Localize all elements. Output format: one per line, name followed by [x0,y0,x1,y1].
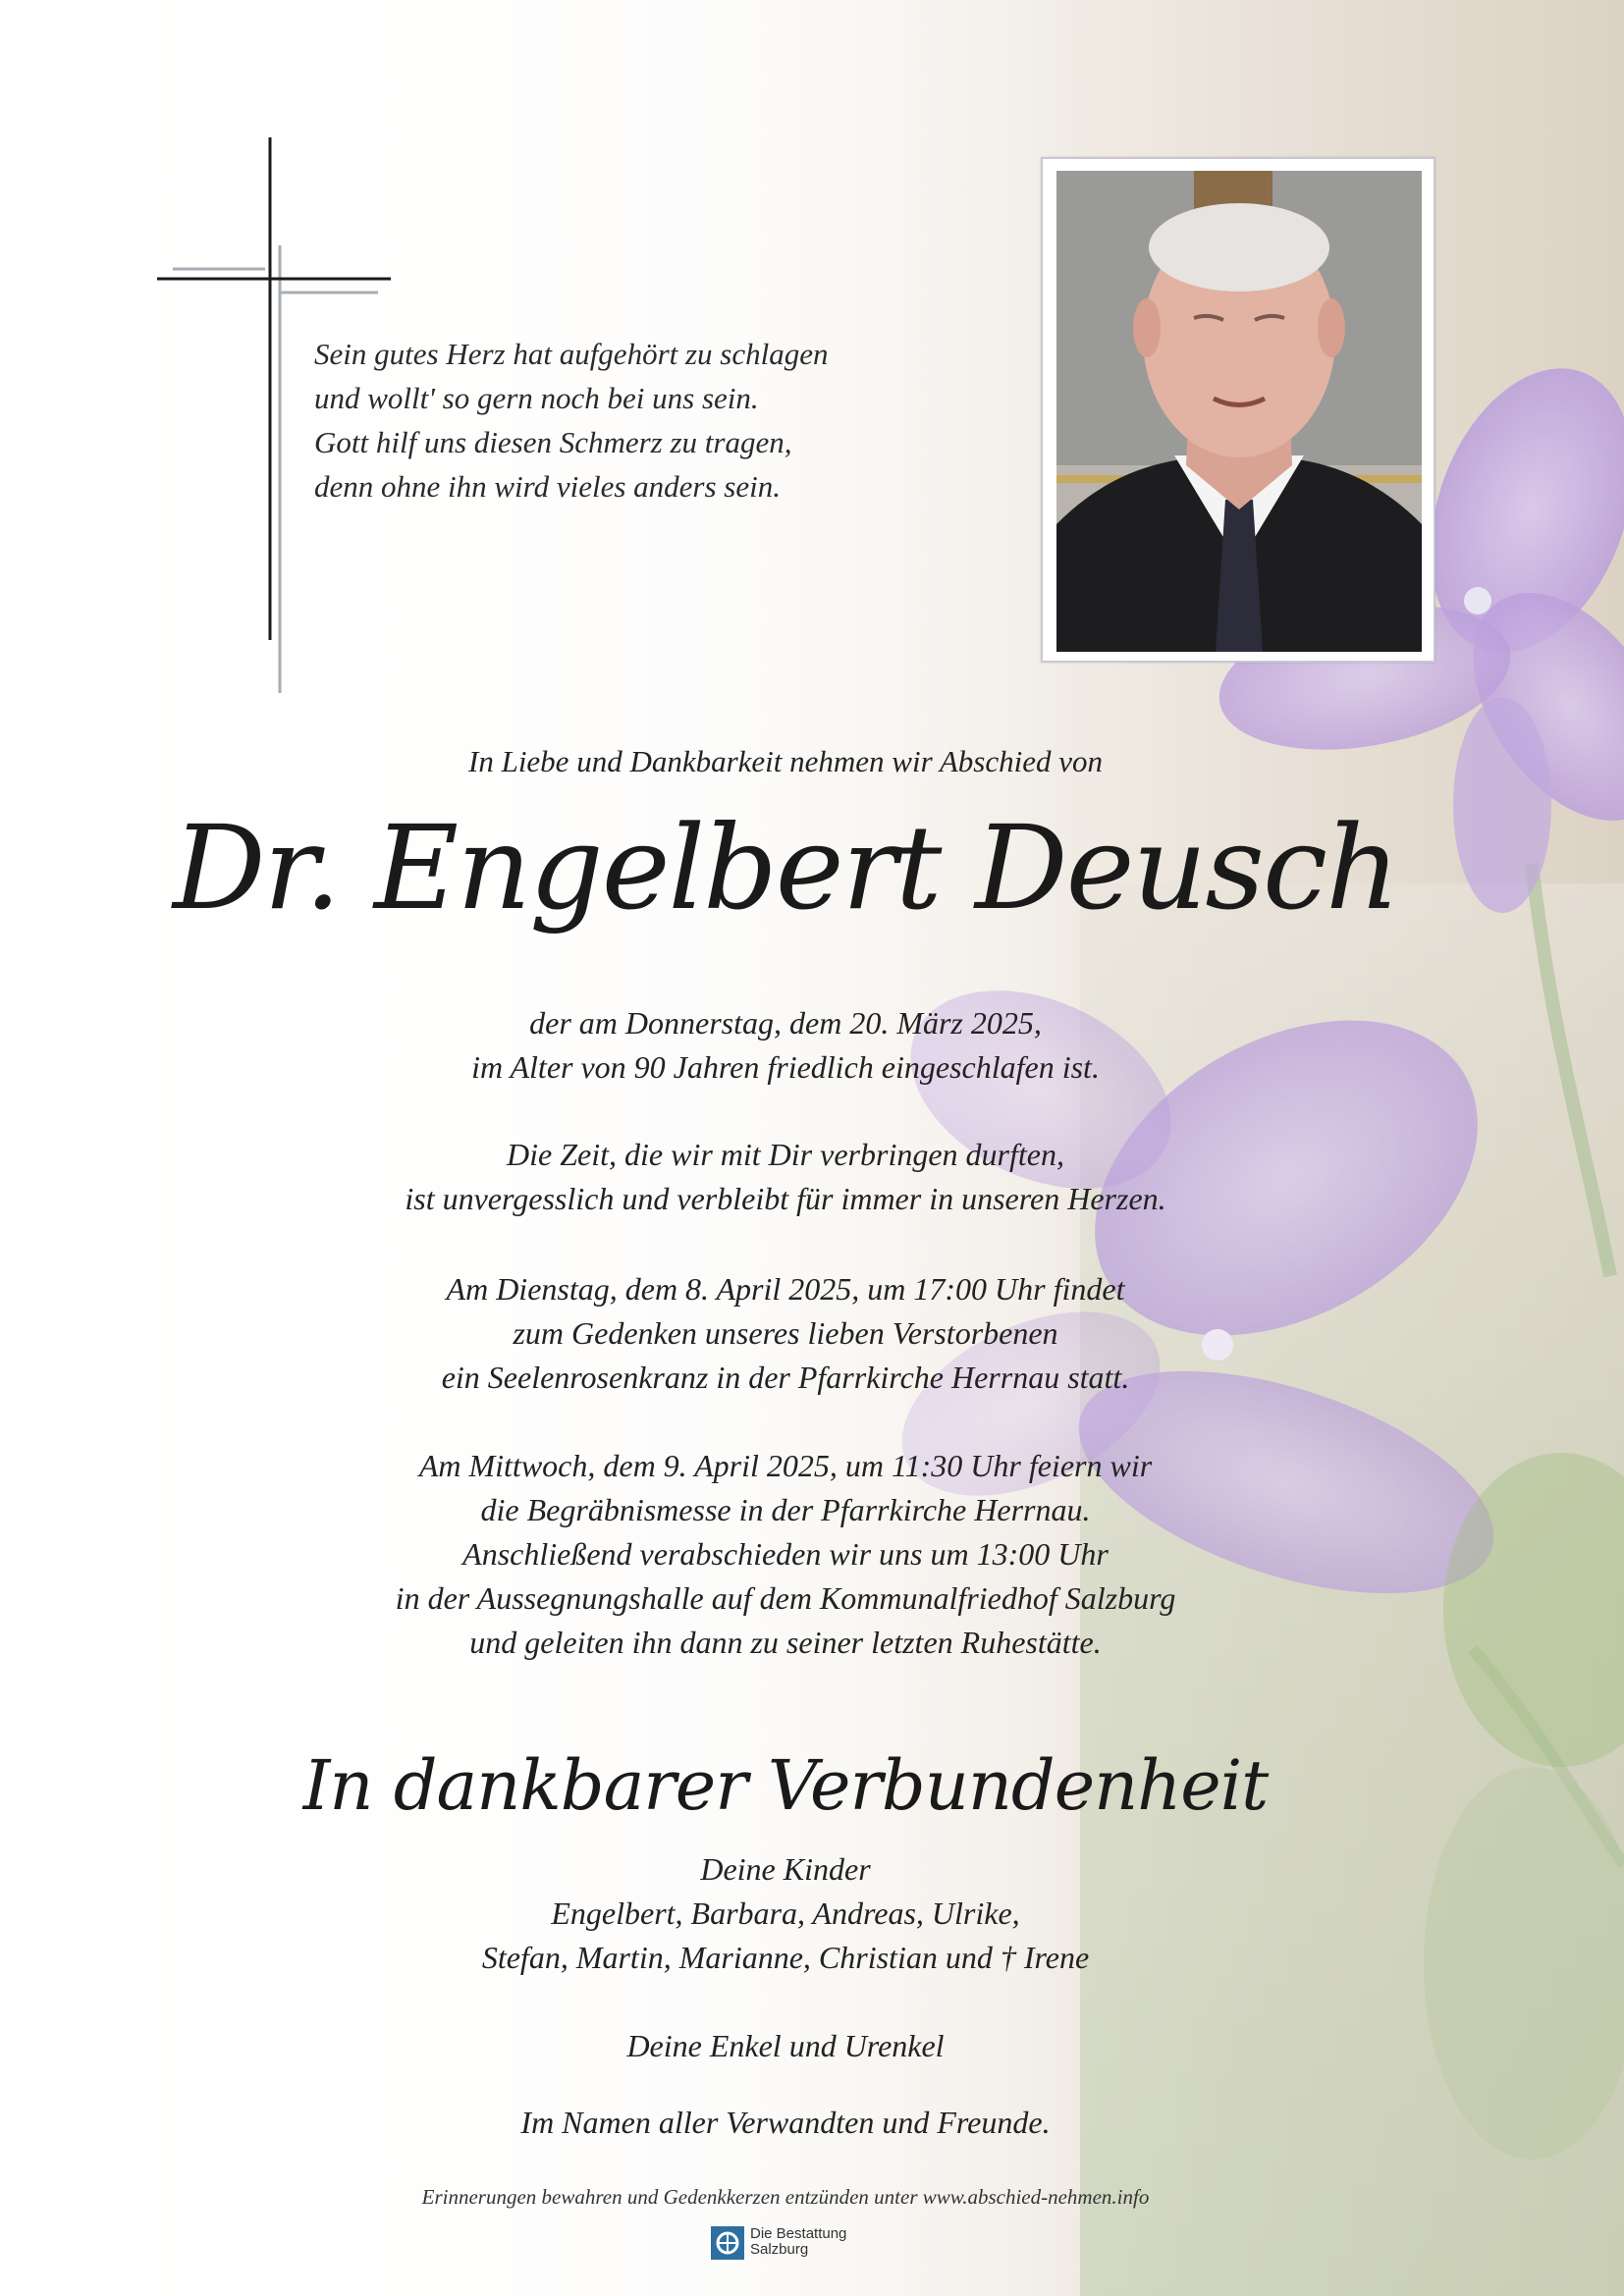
paragraph-line: ein Seelenrosenkranz in der Pfarrkirche Herrnau statt. [441,1360,1130,1395]
bestattung-logo-icon [711,2226,744,2260]
portrait-photo [1056,171,1422,652]
children-list [0,1847,1571,1980]
family-line: Deine Kinder [700,1851,871,1887]
family-line: Engelbert, Barbara, Andreas, Ulrike, [551,1896,1020,1931]
relatives-line: Im Namen aller Verwandten und Freunde. [520,2105,1051,2140]
verse-line: Sein gutes Herz hat aufgehört zu schlagen [314,337,829,371]
paragraph-line: Anschließend verabschieden wir uns um 13:00 Uhr [462,1536,1109,1572]
thanks-heading: In dankbarer Verbundenheit [302,1745,1269,1826]
paragraph-line: in der Aussegnungshalle auf dem Kommunalfriedhof Salzburg [395,1580,1176,1616]
paragraph-line: Am Mittwoch, dem 9. April 2025, um 11:30 Uhr feiern wir [418,1448,1153,1483]
memorial-verse [314,332,1001,508]
paragraph-line: Am Dienstag, dem 8. April 2025, um 17:00 Uhr findet [446,1271,1125,1307]
deceased-name: Dr. Engelbert Deusch [172,800,1399,935]
death-notice-paragraph [0,1001,1571,1090]
paragraph-line: die Begräbnismesse in der Pfarrkirche Herrnau. [480,1492,1091,1527]
verse-line: und wollt' so gern noch bei uns sein. [314,381,759,415]
paragraph-line: und geleiten ihn dann zu seiner letzten Ruhestätte. [469,1625,1102,1660]
footer-note: Erinnerungen bewahren und Gedenkkerzen entzünden unter www.abschied-nehmen.info [421,2185,1150,2209]
paragraph-line: im Alter von 90 Jahren friedlich eingeschlafen ist. [471,1049,1100,1085]
rosary-paragraph [0,1267,1571,1400]
paragraph-line: der am Donnerstag, dem 20. März 2025, [529,1005,1042,1041]
paragraph-line: Die Zeit, die wir mit Dir verbringen durften, [507,1137,1064,1172]
logo-text [750,2226,846,2258]
paragraph-line: zum Gedenken unseres lieben Verstorbenen [513,1315,1058,1351]
paragraph-line: ist unvergesslich und verbleibt für immer in unseren Herzen. [405,1181,1166,1216]
logo-line: Die Bestattung [750,2225,847,2242]
family-line: Stefan, Martin, Marianne, Christian und † Irene [481,1940,1090,1975]
funeral-paragraph [0,1444,1571,1665]
memory-paragraph [0,1133,1571,1221]
verse-line: Gott hilf uns diesen Schmerz zu tragen, [314,425,792,459]
intro-line: In Liebe und Dankbarkeit nehmen wir Abschied von [468,744,1103,778]
grandchildren-line: Deine Enkel und Urenkel [626,2028,945,2063]
verse-line: denn ohne ihn wird vieles anders sein. [314,469,781,504]
logo-line: Salzburg [750,2241,809,2258]
funeral-home-logo [711,2226,868,2262]
portrait-frame [1041,157,1435,663]
